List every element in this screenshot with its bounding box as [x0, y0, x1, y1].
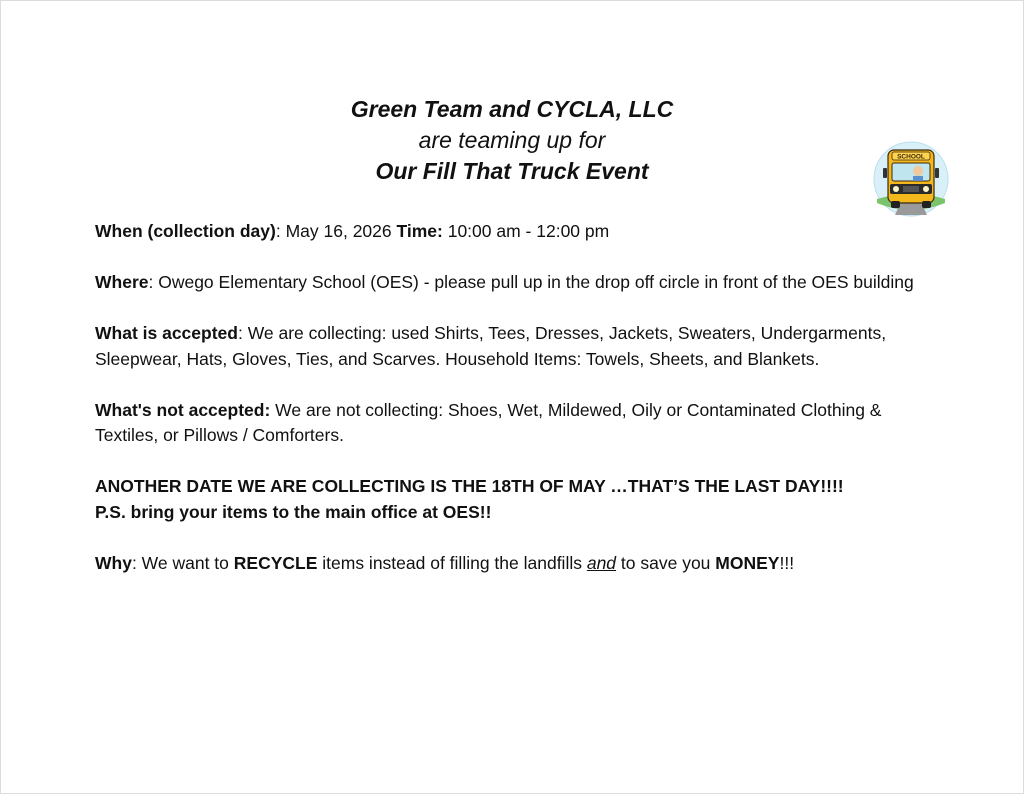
where-text: : Owego Elementary School (OES) - please pull up in the drop off circle in front of the OES building [148, 272, 914, 292]
when-time: 10:00 am - 12:00 pm [442, 221, 610, 241]
why-text-4: !!! [779, 552, 795, 573]
why-text-1: : We want to [131, 552, 234, 573]
school-bus-icon [873, 141, 949, 217]
accepted-paragraph [95, 321, 945, 372]
why-text-2: items instead of filling the landfills [317, 552, 587, 573]
when-date: : May 16, 2026 [275, 221, 397, 241]
why-label: Why [95, 552, 132, 573]
not-accepted-text: We are not collecting: Shoes, Wet, Mildewed, Oily or Contaminated Clothing & Textiles, or Pillows / Comforters. [95, 399, 882, 445]
when-label: When (collection day) [95, 221, 276, 241]
why-text-3: to save you [616, 552, 716, 573]
why-and: and [586, 552, 617, 573]
event-header [1, 94, 1023, 187]
announcement-line-1: ANOTHER DATE WE ARE COLLECTING IS THE 18TH OF MAY …THAT’S THE LAST DAY!!!! [95, 476, 844, 496]
where-label: Where [95, 272, 149, 292]
why-money: MONEY [715, 552, 780, 573]
when-paragraph [95, 219, 945, 245]
why-recycle: RECYCLE [233, 552, 318, 573]
announcement-line-2: P.S. bring your items to the main office at OES!! [95, 501, 492, 522]
header-line-1: Green Team and CYCLA, LLC [350, 96, 674, 122]
announcement-paragraph [95, 474, 945, 525]
bus-sign-text: SCHOOL [897, 153, 925, 161]
where-paragraph [95, 270, 945, 296]
not-accepted-label: What's not accepted: [95, 399, 271, 420]
accepted-label: What is accepted [95, 323, 238, 343]
header-line-2: are teaming up for [418, 127, 606, 153]
header-line-3: Our Fill That Truck Event [375, 158, 649, 184]
time-label: Time: [396, 221, 443, 241]
accepted-text: : We are collecting: used Shirts, Tees, Dresses, Jackets, Sweaters, Undergarments, Sleepwear, Hats, Gloves, Ties, and Scarves. Household Items: Towels, Sheets, and Blankets. [95, 323, 887, 369]
not-accepted-paragraph [95, 398, 945, 449]
event-details [95, 219, 945, 602]
why-paragraph [95, 551, 945, 577]
